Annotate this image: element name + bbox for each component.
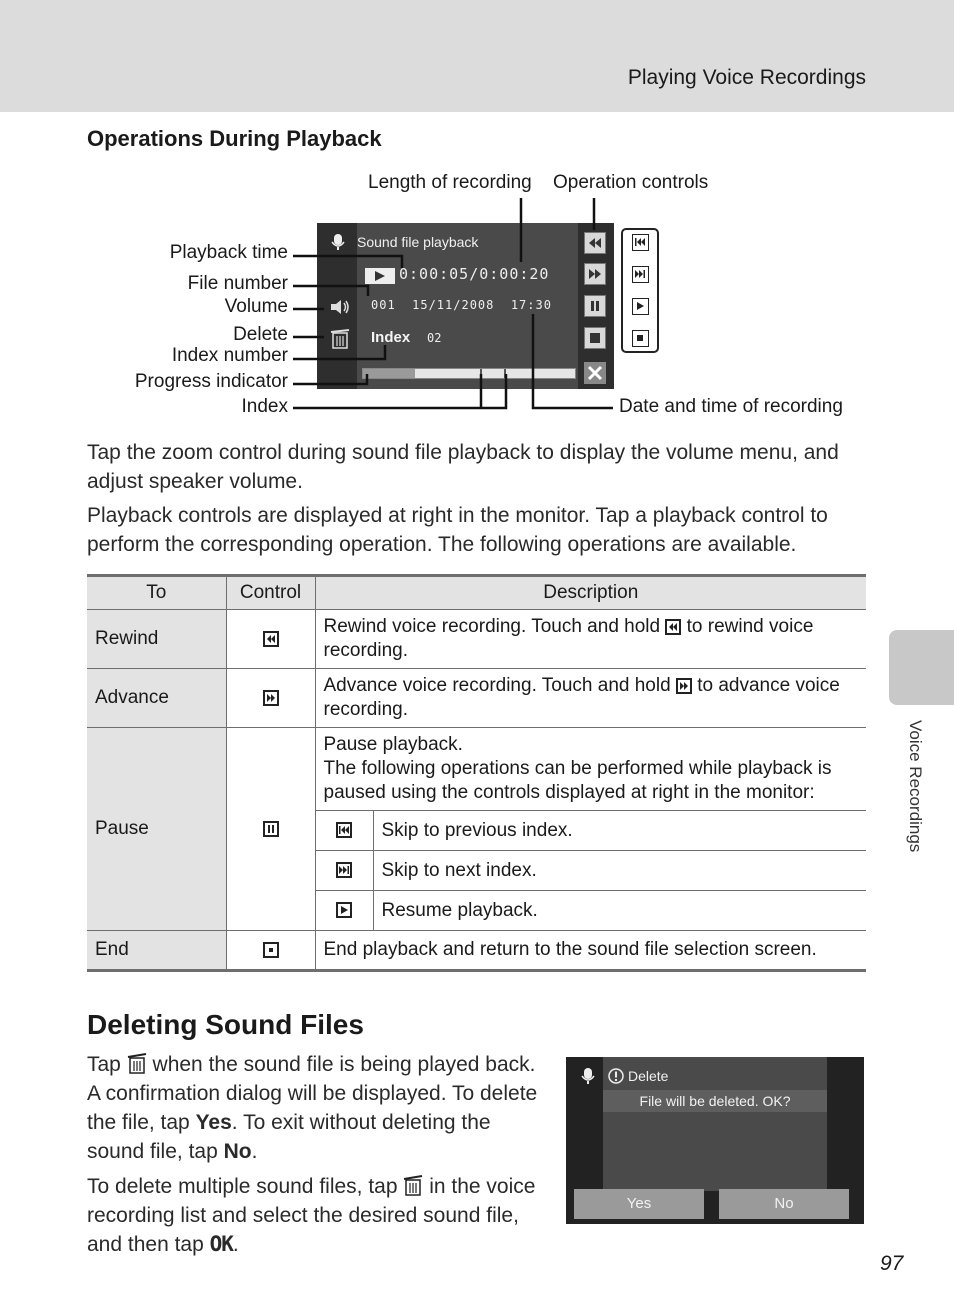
- sub-control-cell: [315, 891, 373, 931]
- control-cell: [226, 728, 315, 931]
- microphone-icon: [580, 1067, 596, 1085]
- text: . To exit without deleting the sound file, tap: [87, 1111, 491, 1163]
- table-row: [87, 931, 866, 971]
- index-label: Index: [371, 329, 411, 346]
- callout-index-number: Index number: [171, 345, 288, 366]
- no-button[interactable]: No: [719, 1189, 849, 1219]
- desc-text: Pause playback.: [323, 734, 463, 755]
- row-label-end: End: [87, 931, 226, 971]
- text: .: [232, 1233, 239, 1256]
- ok-button-symbol: OK: [209, 1232, 233, 1256]
- text: when the sound file is being played back. A confirmation dialog will be displayed. To delete the file, tap: [87, 1053, 538, 1134]
- section-tab: [889, 630, 954, 705]
- section-heading: Deleting Sound Files: [87, 1009, 364, 1040]
- fast-forward-icon: [263, 690, 279, 706]
- operations-table: [87, 574, 866, 972]
- control-cell: [226, 669, 315, 728]
- callout-date-time: Date and time of recording: [619, 396, 843, 417]
- running-header: Playing Voice Recordings: [627, 66, 866, 89]
- table-row: [87, 669, 866, 728]
- playback-time-readout: 0:00:05/0:00:20: [399, 265, 550, 283]
- desc-text: to advance voice recording.: [323, 675, 840, 720]
- no-term: No: [223, 1140, 252, 1163]
- desc-text: to rewind voice recording.: [323, 616, 814, 661]
- callout-lines: [0, 0, 954, 430]
- paragraph-delete: [87, 1050, 545, 1166]
- sub-desc: Skip to next index.: [373, 851, 866, 891]
- pause-icon: [263, 821, 279, 837]
- desc-text: Advance voice recording. Touch and hold: [323, 675, 676, 696]
- table-row: [87, 728, 866, 811]
- row-desc-rewind: [315, 610, 866, 669]
- row-desc-end: End playback and return to the sound file selection screen.: [315, 931, 866, 971]
- index-number: 02: [427, 331, 442, 345]
- screen-title: Sound file playback: [357, 234, 479, 250]
- file-number-date: 001 15/11/2008 17:30: [371, 298, 552, 312]
- text: in the voice recording list and select the desired sound file, and then tap: [87, 1175, 536, 1256]
- section-heading: Operations During Playback: [87, 126, 382, 151]
- row-desc-pause: [315, 728, 866, 811]
- warning-icon: [608, 1068, 624, 1084]
- callout-index: Index: [241, 396, 288, 417]
- table-header-description: Description: [315, 576, 866, 610]
- row-label-pause: Pause: [87, 728, 226, 931]
- callout-file-number: File number: [187, 273, 288, 294]
- yes-button[interactable]: Yes: [574, 1189, 704, 1219]
- desc-text: Rewind voice recording. Touch and hold: [323, 616, 666, 637]
- rewind-icon: [665, 619, 681, 635]
- sub-desc: Skip to previous index.: [373, 811, 866, 851]
- delete-dialog-screen: [566, 1057, 864, 1224]
- callout-progress-indicator: Progress indicator: [134, 371, 288, 392]
- callout-delete: Delete: [233, 324, 288, 345]
- sub-desc: Resume playback.: [373, 891, 866, 931]
- trash-icon: [403, 1174, 423, 1196]
- text: Tap: [87, 1053, 127, 1076]
- paragraph-playback-controls: Playback controls are displayed at right in the monitor. Tap a playback control to perform the corresponding operation. The following operations are available.: [87, 504, 828, 556]
- table-row: [87, 610, 866, 669]
- control-cell: [226, 610, 315, 669]
- trash-icon: [127, 1052, 147, 1074]
- callout-playback-time: Playback time: [169, 242, 288, 263]
- callout-length-of-recording: Length of recording: [368, 172, 532, 193]
- control-cell: [226, 931, 315, 971]
- dialog-message: File will be deleted. OK?: [603, 1090, 827, 1112]
- table-header-to: To: [87, 576, 226, 610]
- page-number: 97: [880, 1252, 904, 1275]
- fast-forward-icon: [676, 678, 692, 694]
- yes-term: Yes: [195, 1111, 232, 1134]
- row-label-advance: Advance: [87, 669, 226, 728]
- row-label-rewind: Rewind: [87, 610, 226, 669]
- sub-control-cell: [315, 811, 373, 851]
- skip-previous-icon: [336, 822, 352, 838]
- desc-text: The following operations can be performed while playback is paused using the controls displayed at right in the monitor:: [323, 758, 832, 803]
- play-icon: [336, 902, 352, 918]
- callout-operation-controls: Operation controls: [553, 172, 709, 193]
- sub-control-cell: [315, 851, 373, 891]
- skip-next-icon: [336, 862, 352, 878]
- row-desc-advance: [315, 669, 866, 728]
- rewind-icon: [263, 631, 279, 647]
- text: To delete multiple sound files, tap: [87, 1175, 404, 1198]
- stop-icon: [263, 942, 279, 958]
- paragraph-volume: Tap the zoom control during sound file playback to display the volume menu, and adjust speaker volume.: [87, 441, 839, 493]
- paragraph-delete-multiple: [87, 1172, 545, 1259]
- dialog-title: Delete: [628, 1068, 669, 1084]
- side-tab-label: Voice Recordings: [906, 720, 925, 853]
- text: .: [251, 1140, 258, 1163]
- callout-volume: Volume: [224, 296, 288, 317]
- table-header-control: Control: [226, 576, 315, 610]
